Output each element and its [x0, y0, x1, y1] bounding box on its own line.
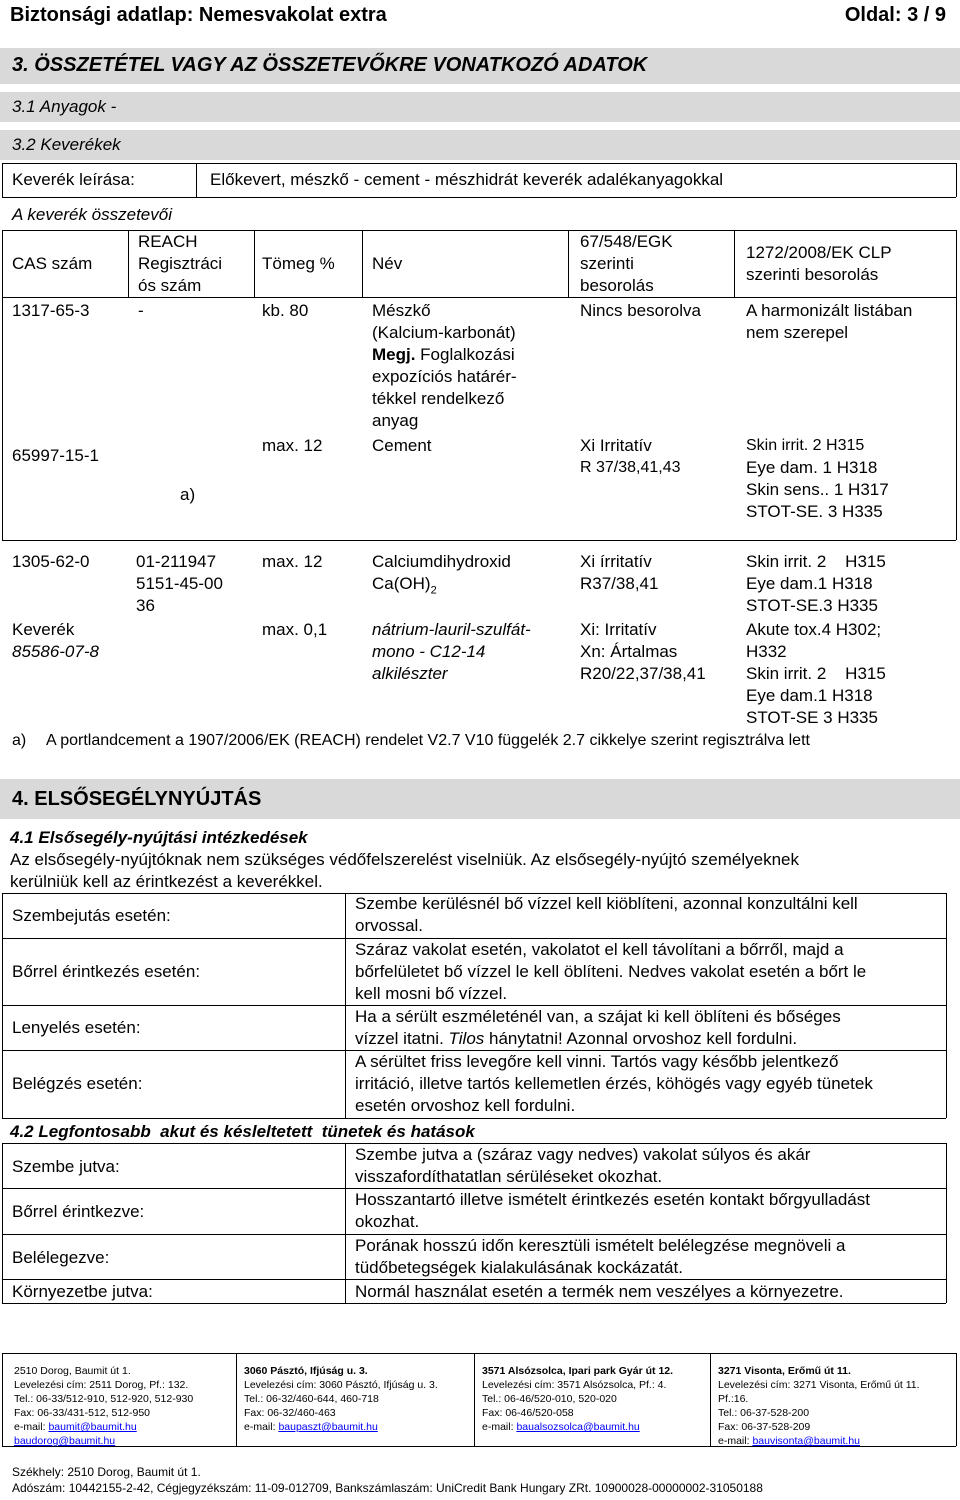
- footer-line: Pf.:16.: [718, 1393, 749, 1405]
- table-cell-egk: Xi: Irritatív: [580, 620, 657, 639]
- section-4-title: 4. ELSŐSEGÉLYNYÚJTÁS: [12, 788, 262, 810]
- measure-text: A sérültet friss levegőre kell vinni. Tartós vagy később jelentkező: [355, 1052, 839, 1071]
- table-cell-note: [372, 344, 515, 366]
- table-cell-note: expozíciós határér-: [372, 367, 517, 386]
- col-header-egk: besorolás: [580, 276, 654, 295]
- subsection-3-2-title: 3.2 Keverékek: [12, 135, 121, 154]
- effect-text: Porának hosszú időn keresztüli ismételt belélegzése megnöveli a: [355, 1236, 846, 1255]
- effect-text: tüdőbetegségek kialakulásának kockázatát.: [355, 1258, 683, 1277]
- footer-line: Tel.: 06-33/512-910, 512-920, 512-930: [14, 1393, 194, 1405]
- footnote-mark: a): [12, 732, 27, 749]
- table-cell-egk: R20/22,37/38,41: [580, 664, 706, 683]
- email-link[interactable]: baumit@baumit.hu: [48, 1421, 137, 1433]
- footer-line: Tel.: 06-46/520-010, 520-020: [482, 1393, 617, 1405]
- subsection-3-2-band: [0, 130, 960, 160]
- measure-label: Szembejutás esetén:: [12, 906, 171, 925]
- mixture-description-label: Keverék leírása:: [12, 170, 135, 189]
- measure-text: orvossal.: [355, 916, 424, 935]
- col-header-clp: 1272/2008/EK CLP: [746, 243, 892, 262]
- col-header-egk: szerinti: [580, 254, 634, 273]
- effect-label: Belélegezve:: [12, 1248, 110, 1267]
- footer-line: 3060 Pásztó, Ifjúság u. 3.: [244, 1365, 368, 1377]
- footnote-text: A portlandcement a 1907/2006/EK (REACH) rendelet V2.7 V10 függelék 2.7 cikkelye szerint regisztrálva lett: [46, 732, 810, 749]
- footer-line: Levelezési cím: 3060 Pásztó, Ifjúság u. 3.: [244, 1379, 438, 1391]
- effect-text: visszafordíthatatlan sérüléseket okozhat.: [355, 1167, 663, 1186]
- table-cell-cas: 1305-62-0: [12, 552, 90, 571]
- footer-line: Fax: 06-46/520-058: [482, 1407, 574, 1419]
- table-cell-clp: STOT-SE 3 H335: [746, 708, 878, 727]
- email-link[interactable]: baudorog@baumit.hu: [14, 1435, 116, 1447]
- table-cell-clp: Eye dam. 1 H318: [746, 458, 878, 477]
- effect-label: Környezetbe jutva:: [12, 1282, 153, 1301]
- table-cell-clp: STOT-SE. 3 H335: [746, 502, 883, 521]
- table-cell-egk: R 37/38,41,43: [580, 459, 681, 476]
- footer-line: Fax: 06-32/460-463: [244, 1407, 336, 1419]
- col-header-cas: CAS szám: [12, 254, 93, 273]
- measure-text-part: hánytatni! Azonnal orvoshoz kell fordulni.: [484, 1029, 798, 1048]
- note-text: Foglalkozási: [415, 345, 515, 364]
- email-link[interactable]: bauvisonta@baumit.hu: [752, 1435, 860, 1447]
- table-cell-name: (Kalcium-karbonát): [372, 323, 516, 342]
- footer-col-dorog: [14, 1364, 234, 1448]
- table-cell-egk: Xn: Ártalmas: [580, 642, 678, 661]
- footer-email-label: e-mail:: [482, 1421, 517, 1433]
- table-cell-clp: Akute tox.4 H302;: [746, 620, 882, 639]
- page-number: Oldal: 3 / 9: [844, 4, 946, 26]
- table-cell-mass: max. 0,1: [262, 620, 328, 639]
- table-cell-name: Calciumdihydroxid: [372, 552, 511, 571]
- footer-line: Levelezési cím: 3571 Alsózsolca, Pf.: 4.: [482, 1379, 667, 1391]
- table-cell-cas: Keverék: [12, 620, 75, 639]
- measure-text: Ha a sérült eszméleténél van, a szájat ki kell öblíteni és bőséges: [355, 1007, 841, 1026]
- col-header-clp: szerinti besorolás: [746, 265, 879, 284]
- table-cell-egk: R37/38,41: [580, 574, 659, 593]
- table-cell-cas: 65997-15-1: [12, 446, 99, 465]
- table-cell-clp: Skin irrit. 2 H315: [746, 552, 886, 571]
- table-cell-reach: 36: [136, 596, 155, 615]
- footer-line: Levelezési cím: 2511 Dorog, Pf.: 132.: [14, 1379, 189, 1391]
- footer-line: Levelezési cím: 3271 Visonta, Erőmű út 11.: [718, 1379, 920, 1391]
- measure-text: esetén orvoshoz kell fordulni.: [355, 1096, 576, 1115]
- mixture-description-value: Előkevert, mészkő - cement - mészhidrát keverék adalékanyagokkal: [210, 170, 724, 189]
- col-header-name: Név: [372, 254, 403, 273]
- table-cell-name: [372, 573, 437, 601]
- measure-text: Száraz vakolat esetén, vakolatot el kell távolítani a bőrről, majd a: [355, 940, 844, 959]
- table-cell-mass: max. 12: [262, 552, 323, 571]
- measure-text: irritáció, illetve tartós kellemetlen érzés, köhögés vagy egyéb tünetek: [355, 1074, 873, 1093]
- footer-col-alsozsolca: [482, 1364, 708, 1434]
- measure-text: kell mosni bő vízzel.: [355, 984, 508, 1003]
- table-cell-name: Cement: [372, 436, 432, 455]
- col-header-egk: 67/548/EGK: [580, 232, 673, 251]
- footer-line: Fax: 06-33/431-512, 512-950: [14, 1407, 151, 1419]
- footer-col-paszto: [244, 1364, 472, 1434]
- footer-seat: Székhely: 2510 Dorog, Baumit út 1.: [12, 1465, 201, 1479]
- footer-line: Tel.: 06-32/460-644, 460-718: [244, 1393, 379, 1405]
- table-cell-egk: Xi írritatív: [580, 552, 652, 571]
- footer-line: 2510 Dorog, Baumit út 1.: [14, 1365, 131, 1377]
- table-cell-name: Mészkő: [372, 301, 431, 320]
- table-cell-reach: -: [138, 301, 144, 320]
- footer-email-label: e-mail:: [244, 1421, 279, 1433]
- col-header-reach: Regisztráci: [138, 254, 223, 273]
- intro-text: kerülniük kell az érintkezést a keverékkel.: [10, 872, 323, 891]
- subsection-4-1-title: 4.1 Elsősegély-nyújtási intézkedések: [10, 828, 308, 847]
- measure-text: [355, 1028, 797, 1050]
- table-cell-clp: nem szerepel: [746, 323, 849, 342]
- table-cell-clp: Skin sens.. 1 H317: [746, 480, 889, 499]
- table-cell-clp: Skin irrit. 2 H315: [746, 664, 886, 683]
- footer-email-label: e-mail:: [718, 1435, 753, 1447]
- table-cell-egk: Xi Irritatív: [580, 436, 652, 455]
- measure-text-part: vízzel itatni.: [355, 1029, 449, 1048]
- email-link[interactable]: baupaszt@baumit.hu: [278, 1421, 378, 1433]
- table-cell-reach: 5151-45-00: [136, 574, 223, 593]
- email-link[interactable]: baualsozsolca@baumit.hu: [516, 1421, 640, 1433]
- table-cell-clp: Eye dam.1 H318: [746, 574, 873, 593]
- effect-text: Hosszantartó illetve ismételt érintkezés esetén kontakt bőrgyulladást: [355, 1190, 870, 1209]
- table-cell-name: nátrium-lauril-szulfát-: [372, 620, 531, 639]
- note-label: Megj.: [372, 345, 416, 364]
- footer-tax: Adószám: 10442155-2-42, Cégjegyzékszám: 11-09-012709, Bankszámlaszám: UniCredit Bank Hungary ZRt. 10900028-00000002-31050188: [12, 1481, 763, 1495]
- table-cell-clp: A harmonizált listában: [746, 301, 913, 320]
- measure-label: Belégzés esetén:: [12, 1074, 143, 1093]
- table-cell-note: tékkel rendelkező: [372, 389, 505, 408]
- effect-text: okozhat.: [355, 1212, 420, 1231]
- effect-text: Szembe jutva a (száraz vagy nedves) vakolat súlyos és akár: [355, 1145, 811, 1164]
- table-cell-clp: Skin irrit. 2 H315: [746, 437, 865, 454]
- effect-label: Szembe jutva:: [12, 1157, 120, 1176]
- effect-text: Normál használat esetén a termék nem veszélyes a környezetre.: [355, 1282, 844, 1301]
- col-header-reach: ós szám: [138, 276, 202, 295]
- footer-line: Fax: 06-37-528-209: [718, 1421, 811, 1433]
- formula: Ca(OH): [372, 574, 431, 593]
- subsection-3-1-title: 3.1 Anyagok -: [12, 97, 117, 116]
- table-cell-cas: 1317-65-3: [12, 301, 90, 320]
- formula-subscript: 2: [430, 584, 437, 597]
- table-cell-name: alkilészter: [372, 664, 448, 683]
- table-cell-clp: STOT-SE.3 H335: [746, 596, 878, 615]
- subsection-4-2-title: 4.2 Legfontosabb akut és késleltetett tünetek és hatások: [10, 1122, 475, 1141]
- document-title: Biztonsági adatlap: Nemesvakolat extra: [10, 4, 387, 26]
- measure-label: Lenyelés esetén:: [12, 1018, 141, 1037]
- footer-line: 3571 Alsózsolca, Ipari park Gyár út 12.: [482, 1365, 674, 1377]
- table-cell-clp: H332: [746, 642, 787, 661]
- col-header-reach: REACH: [138, 232, 198, 251]
- table-cell-clp: Eye dam.1 H318: [746, 686, 873, 705]
- subsection-3-1-band: [0, 92, 960, 122]
- col-header-mass: Tömeg %: [262, 254, 335, 273]
- components-label: A keverék összetevői: [12, 205, 172, 224]
- table-cell-mass: max. 12: [262, 436, 323, 455]
- footer-line: 3271 Visonta, Erőmű út 11.: [718, 1365, 851, 1377]
- footer-line: Tel.: 06-37-528-200: [718, 1407, 810, 1419]
- effect-label: Bőrrel érintkezve:: [12, 1202, 145, 1221]
- table-cell-mass: kb. 80: [262, 301, 309, 320]
- table-cell-cas: 85586-07-8: [12, 642, 99, 661]
- table-cell-name: mono - C12-14: [372, 642, 486, 661]
- footer-email-label: e-mail:: [14, 1421, 49, 1433]
- measure-text-emphasis: Tilos: [448, 1029, 485, 1048]
- table-cell-note: anyag: [372, 411, 419, 430]
- section-3-title: 3. ÖSSZETÉTEL VAGY AZ ÖSSZETEVŐKRE VONATKOZÓ ADATOK: [12, 54, 648, 76]
- table-cell-reach: a): [180, 485, 196, 504]
- table-cell-reach: 01-211947: [136, 552, 217, 571]
- measure-text: bőrfelületet bő vízzel le kell öblíteni. Nedves vakolat esetén a bőrt le: [355, 962, 867, 981]
- intro-text: Az elsősegély-nyújtóknak nem szükséges védőfelszerelést viselniük. Az elsősegély-nyújtó személyeknek: [10, 850, 799, 869]
- table-cell-egk: Nincs besorolva: [580, 301, 701, 320]
- footer-col-visonta: [718, 1364, 954, 1448]
- measure-text: Szembe kerülésnél bő vízzel kell kiöblíteni, azonnal konzultálni kell: [355, 894, 858, 913]
- measure-label: Bőrrel érintkezés esetén:: [12, 962, 201, 981]
